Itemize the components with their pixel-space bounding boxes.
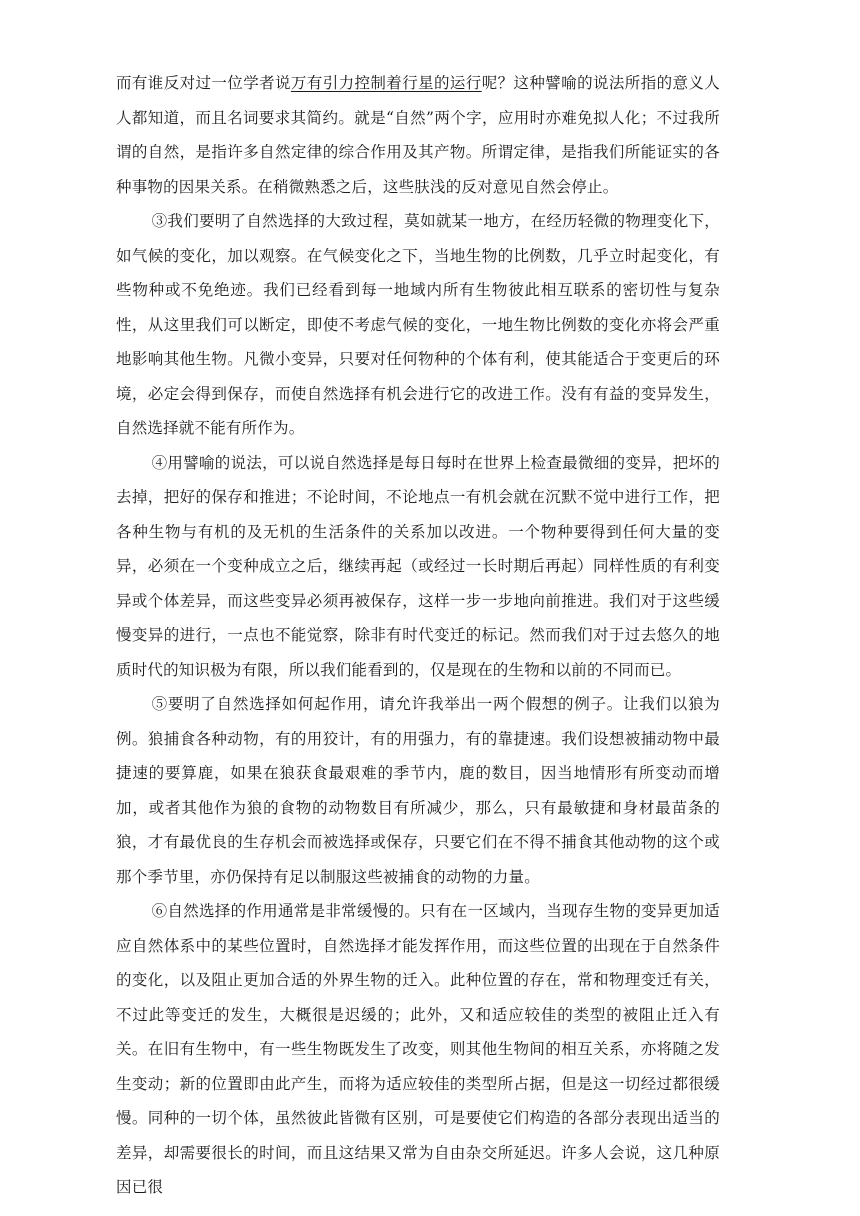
paragraph-4: ④用譬喻的说法，可以说自然选择是每日每时在世界上检查最微细的变异，把坏的去掉，把好的保存和推进；不论时间，不论地点一有机会就在沉默不觉中进行工作，把各种生物与有机的及无机的生活条件的关系加以改进。一个物种要得到任何大量的变异，必须在一个变种成立之后，继续再起（或经过一长时期后再起）同样性质的有利变异或个体差异，而这些变异必须再被保存，这样一步一步地向前推进。我们对于这些缓慢变异的进行，一点也不能觉察，除非有时代变迁的标记。然而我们对于过去悠久的地质时代的知识极为有限，所以我们能看到的，仅是现在的生物和以前的不同而已。 — [116, 453, 720, 679]
paragraph-continuation — [116, 66, 720, 204]
paragraph-6: ⑥自然选择的作用通常是非常缓慢的。只有在一区域内，当现存生物的变异更加适应自然体系中的某些位置时，自然选择才能发挥作用，而这些位置的出现在于自然条件的变化，以及阻止更加合适的外界生物的迁入。此种位置的存在，常和物理变迁有关，不过此等变迁的发生，大概很是迟缓的；此外，又和适应较佳的类型的被阻止迁入有关。在旧有生物中，有一些生物既发生了改变，则其他生物间的相互关系，亦将随之发生变动；新的位置即由此产生，而将为适应较佳的类型所占据，但是这一切经过都很缓慢。同种的一切个体，虽然彼此皆微有区别，可是要使它们构造的各部分表现出适当的差异，却需要很长的时间，而且这结果又常为自由杂交所延迟。许多人会说，这几种原因已很 — [116, 902, 720, 1196]
document-page — [116, 66, 720, 1205]
paragraph-text-before: 而有谁反对过一位学者说 — [116, 74, 291, 92]
paragraph-text-after: 呢？这种譬喻的说法所指的意义人人都知道，而且名词要求其简约。就是“自然”两个字，应用时亦难免拟人化；不过我所谓的自然，是指许多自然定律的综合作用及其产物。所谓定律，是指我们所能证实的各种事物的因果关系。在稍微熟悉之后，这些肤浅的反对意见自然会停止。 — [116, 74, 720, 196]
paragraph-3: ③我们要明了自然选择的大致过程，莫如就某一地方，在经历轻微的物理变化下，如气候的变化，加以观察。在气候变化之下，当地生物的比例数，几乎立时起变化，有些物种或不免绝迹。我们已经看到每一地域内所有生物彼此相互联系的密切性与复杂性，从这里我们可以断定，即使不考虑气候的变化，一地生物比例数的变化亦将会严重地影响其他生物。凡微小变异，只要对任何物种的个体有利，使其能适合于变更后的环境，必定会得到保存，而使自然选择有机会进行它的改进工作。没有有益的变异发生，自然选择就不能有所作为。 — [116, 212, 720, 437]
paragraph-5: ⑤要明了自然选择如何起作用，请允许我举出一两个假想的例子。让我们以狼为例。狼捕食各种动物，有的用狡计，有的用强力，有的靠捷速。我们设想被捕动物中最捷速的要算鹿，如果在狼获食最艰难的季节内，鹿的数目，因当地情形有所变动而增加，或者其他作为狼的食物的动物数目有所减少，那么，只有最敏捷和身材最苗条的狼，才有最优良的生存机会而被选择或保存，只要它们在不得不捕食其他动物的这个或那个季节里，亦仍保持有足以制服这些被捕食的动物的力量。 — [116, 695, 720, 886]
underlined-phrase: 万有引力控制着行星的运行 — [290, 74, 482, 92]
